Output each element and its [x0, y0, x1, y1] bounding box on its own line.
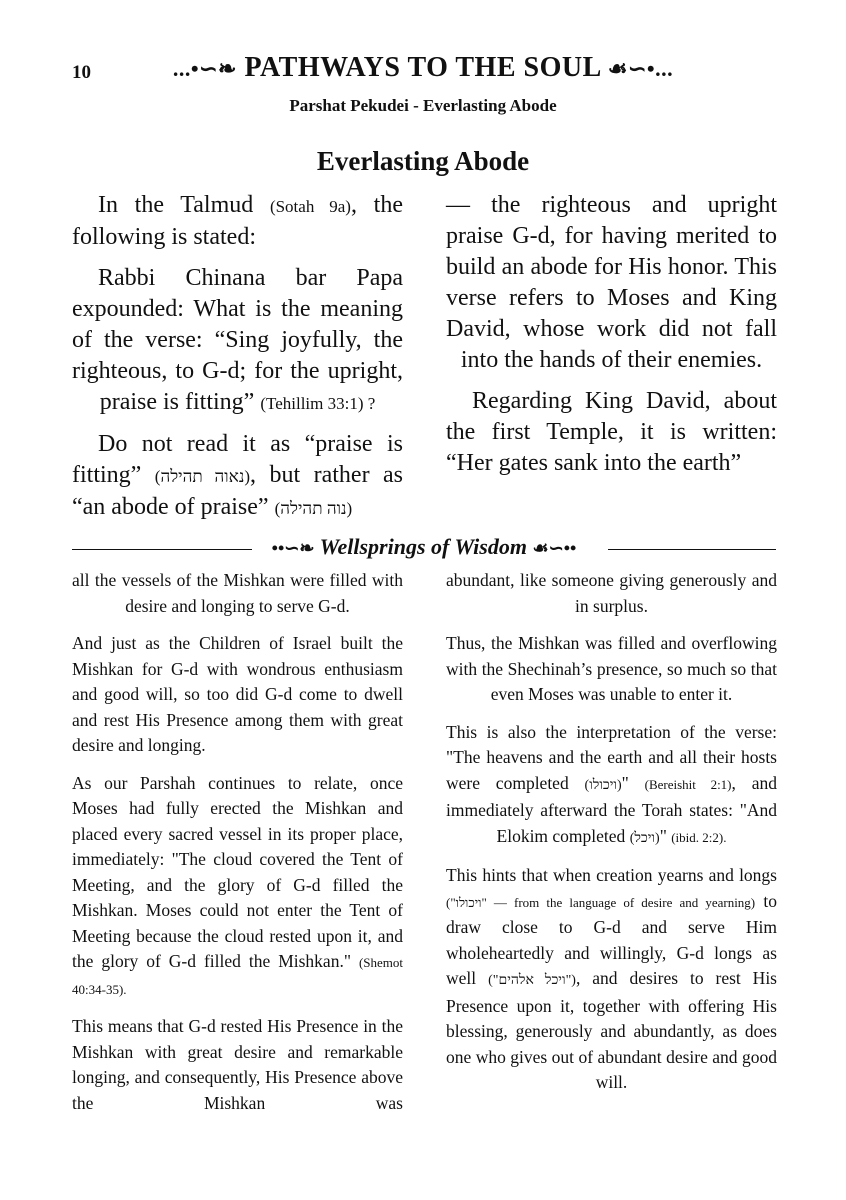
article-title: Everlasting Abode	[316, 146, 530, 176]
source-reference: (Sotah 9a)	[269, 197, 351, 216]
article-paragraph	[72, 190, 403, 253]
hebrew-term: ("ויכל אלהים")	[488, 973, 576, 988]
text-run: This hints that when creation yearns and longs	[446, 865, 777, 885]
running-title	[130, 52, 716, 84]
text-run: Do not read it as “praise is fitting”	[72, 431, 403, 488]
wellsprings-paragraph	[72, 771, 403, 1003]
wellsprings-paragraph: all the vessels of the Mishkan were filled with desire and longing to serve G-d.	[72, 570, 403, 616]
wellsprings-paragraph: And just as the Children of Israel built the Mishkan for G-d with wondrous enthusiasm and good will, so too did G-d come to dwell and rest His Presence among them with great desire and longing.	[72, 633, 403, 755]
text-run: ?	[363, 394, 376, 413]
article-paragraph: Regarding King David, about the first Temple, it is written: “Her gates sank into the earth”	[446, 388, 777, 476]
text-run: , but rather as “an abode of praise”	[72, 462, 403, 520]
text-run: "	[659, 825, 672, 846]
text-run: , and immediately afterward the Torah states: "And Elokim completed	[446, 772, 777, 846]
text-run: This is also the interpretation of the verse: "The heavens and the earth and all their hosts were completed	[446, 721, 777, 793]
page-number: 10	[72, 62, 91, 83]
article-paragraph	[72, 263, 403, 419]
left-flourish-ornament: ...•∽❧	[172, 56, 237, 81]
divider-right-ornament: ☙∽••	[532, 538, 577, 558]
wellsprings-right-column	[446, 568, 777, 1108]
source-reference: (ibid. 2:2).	[671, 829, 727, 845]
article-paragraph	[72, 429, 403, 524]
article-right-column	[446, 190, 777, 489]
wellsprings-paragraph: abundant, like someone giving generously and in surplus.	[446, 570, 777, 616]
wellsprings-paragraph	[446, 863, 777, 1096]
source-reference: (Shemot 40:34-35).	[72, 955, 403, 997]
text-run: , the following is stated:	[72, 192, 403, 250]
hebrew-term: (נאוה תהילה)	[154, 467, 251, 486]
divider-left-ornament: ••∽❧	[271, 538, 315, 558]
text-run: to draw close to G-d and serve Him wholeheartedly and willingly, G-d longs as well	[446, 890, 777, 988]
section-divider	[72, 534, 776, 564]
hebrew-term: (נוה תהילה)	[274, 499, 353, 518]
source-reference: (Tehillim 33:1)	[260, 394, 364, 413]
text-run: "	[621, 772, 645, 793]
section-label-text: Wellsprings of Wisdom	[319, 534, 527, 559]
parsha-subheader: Parshat Pekudei - Everlasting Abode	[289, 96, 557, 115]
wellsprings-paragraph: Thus, the Mishkan was filled and overflowing with the Shechinah’s presence, so much so that even Moses was unable to enter it.	[446, 633, 777, 704]
text-run: In the Talmud	[98, 192, 270, 218]
hebrew-term: (ויכל)	[629, 830, 660, 846]
text-run: Rabbi Chinana bar Papa expounded: What is the meaning of the verse: “Sing joyfully, the righteous, to G-d; for the upright, praise is fitting”	[72, 265, 403, 415]
text-run: As our Parshah continues to relate, once Moses had fully erected the Mishkan and placed every sacred vessel in its proper place, immediately: "The cloud covered the Tent of Meeting, and the glory of G-d filled the Mishkan. Moses could not enter the Tent of Meeting because the cloud rested upon it, and the glory of G-d filled the Mishkan."	[72, 772, 403, 971]
source-reference: (Bereishit 2:1)	[644, 776, 732, 792]
explanatory-note: ("ויכולו" — from the language of desire and yearning)	[446, 894, 756, 910]
wellsprings-paragraph	[446, 720, 777, 852]
text-run: , and desires to rest His Presence upon it, together with offering His blessing, generously and abundantly, as does one who gives out of abundant desire and good will.	[446, 968, 777, 1092]
section-label	[72, 534, 776, 560]
article-left-column	[72, 190, 403, 534]
page-header	[0, 52, 846, 92]
hebrew-term: (ויכולו)	[584, 777, 622, 793]
wellsprings-paragraph: This means that G-d rested His Presence in the Mishkan with great desire and remarkable longing, and consequently, His Presence above the Mishkan was	[72, 1016, 403, 1113]
wellsprings-left-column	[72, 568, 403, 1128]
right-flourish-ornament: ☙∽•...	[607, 56, 674, 81]
article-paragraph: — the righteous and upright praise G-d, for having merited to build an abode for His honor. This verse refers to Moses and King David, whose work did not fall into the hands of their enemies.	[446, 192, 777, 373]
running-title-text: PATHWAYS TO THE SOUL	[244, 52, 601, 83]
